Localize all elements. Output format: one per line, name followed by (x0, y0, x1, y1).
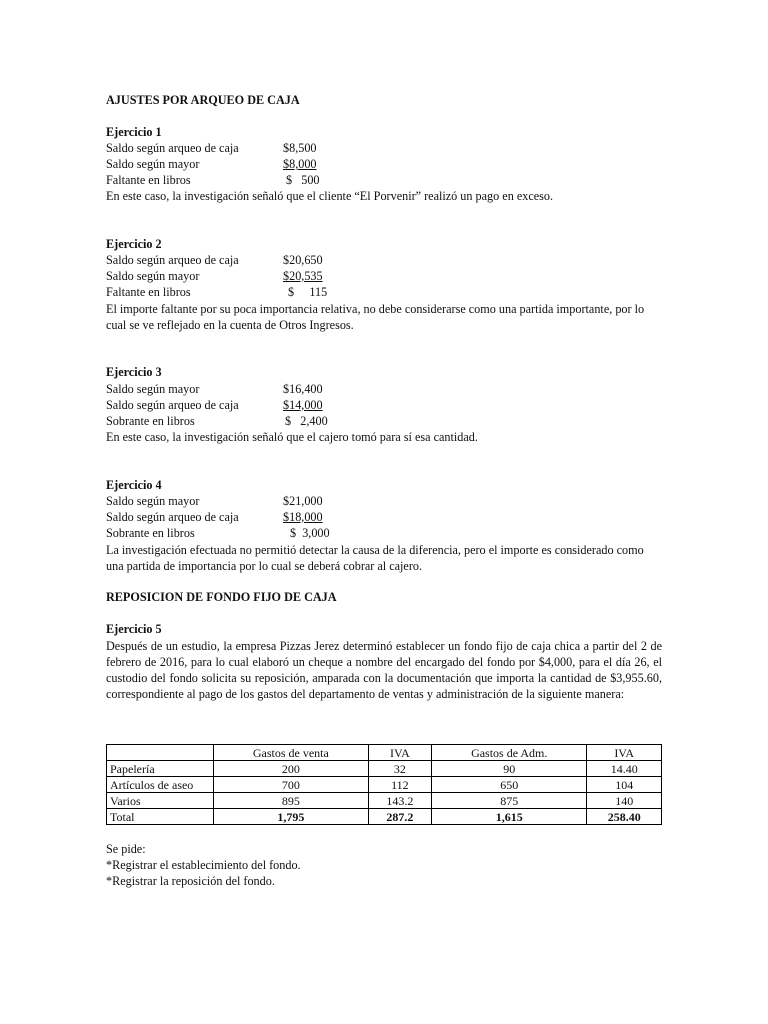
ejercicio-4-title: Ejercicio 4 (106, 478, 162, 492)
ej4-row-label: Saldo según arqueo de caja (106, 510, 239, 524)
table-cell: 14.40 (587, 761, 662, 777)
ej1-row-label: Saldo según mayor (106, 157, 200, 171)
ejercicio-2-title: Ejercicio 2 (106, 237, 162, 251)
table-total-cell: 287.2 (368, 809, 431, 825)
table-cell: 650 (432, 777, 587, 793)
ej4-row-value: $18,000 (283, 510, 323, 524)
table-header-row (107, 745, 662, 761)
ej3-row-label: Saldo según mayor (106, 382, 200, 396)
table-cell: Papelería (107, 761, 214, 777)
ej3-row-label: Sobrante en libros (106, 414, 195, 428)
table-header-cell: Gastos de Adm. (432, 745, 587, 761)
ej2-row-label: Saldo según mayor (106, 269, 200, 283)
table-header-cell: Gastos de venta (214, 745, 369, 761)
table-header-cell (107, 745, 214, 761)
section-title-reposicion: REPOSICION DE FONDO FIJO DE CAJA (106, 590, 337, 604)
section-title-arqueo: AJUSTES POR ARQUEO DE CAJA (106, 93, 300, 107)
table-total-cell: Total (107, 809, 214, 825)
ej1-note: En este caso, la investigación señaló que el cliente “El Porvenir” realizó un pago en exceso. (106, 189, 554, 203)
table-header-cell: IVA (587, 745, 662, 761)
ejercicio-1-title: Ejercicio 1 (106, 125, 162, 139)
table-header-cell: IVA (368, 745, 431, 761)
ejercicio-5-title: Ejercicio 5 (106, 622, 162, 636)
table-cell: 104 (587, 777, 662, 793)
ej2-row-value: $ 115 (288, 285, 328, 299)
table-cell: 875 (432, 793, 587, 809)
ej3-row-label: Saldo según arqueo de caja (106, 398, 239, 412)
ej3-row-value: $16,400 (283, 382, 323, 396)
table-cell: 143.2 (368, 793, 431, 809)
table-row (107, 793, 662, 809)
table-cell: 112 (368, 777, 431, 793)
ejercicio-3-title: Ejercicio 3 (106, 365, 162, 379)
table-cell: Varios (107, 793, 214, 809)
table-cell: 32 (368, 761, 431, 777)
ej1-row-label: Saldo según arqueo de caja (106, 141, 239, 155)
task-item: *Registrar la reposición del fondo. (106, 874, 275, 888)
gastos-table (106, 744, 662, 825)
ej1-row-value: $8,000 (283, 157, 317, 171)
table-total-cell: 1,795 (214, 809, 369, 825)
ej4-note: La investigación efectuada no permitió detectar la causa de la diferencia, pero el importe es considerado como una partida de importancia por lo cual se deberá cobrar al cajero. (106, 543, 644, 573)
ej1-row-value: $8,500 (283, 141, 317, 155)
ej3-note: En este caso, la investigación señaló que el cajero tomó para sí esa cantidad. (106, 430, 478, 444)
table-cell: 200 (214, 761, 369, 777)
table-cell: 90 (432, 761, 587, 777)
table-total-cell: 258.40 (587, 809, 662, 825)
ej2-row-value: $20,650 (283, 253, 323, 267)
ej1-row-value: $ 500 (286, 173, 320, 187)
ej4-row-value: $21,000 (283, 494, 323, 508)
table-row (107, 777, 662, 793)
table-cell: 700 (214, 777, 369, 793)
table-cell: 895 (214, 793, 369, 809)
ej1-row-label: Faltante en libros (106, 173, 191, 187)
ej3-row-value: $ 2,400 (285, 414, 328, 428)
ej3-row-value: $14,000 (283, 398, 323, 412)
task-item: *Registrar el establecimiento del fondo. (106, 858, 301, 872)
ej2-row-label: Saldo según arqueo de caja (106, 253, 239, 267)
ej2-row-label: Faltante en libros (106, 285, 191, 299)
ej5-paragraph: Después de un estudio, la empresa Pizzas Jerez determinó establecer un fondo fijo de caja chica a partir del 2 de febrero de 2016, para lo cual elaboró un cheque a nombre del encargado del fondo por $4,000, para el día 26, el custodio del fondo solicita su reposición, amparada con la documentación que importa la cantidad de $3,955.60, correspondiente al pago de los gastos del departamento de ventas y administración de la siguiente manera: (106, 639, 662, 701)
se-pide-label: Se pide: (106, 842, 146, 856)
ej4-row-value: $ 3,000 (290, 526, 330, 540)
ej2-row-value: $20,535 (283, 269, 323, 283)
table-total-row (107, 809, 662, 825)
ej4-row-label: Sobrante en libros (106, 526, 195, 540)
ej2-note: El importe faltante por su poca importancia relativa, no debe considerarse como una partida importante, por lo cual se ve reflejado en la cuenta de Otros Ingresos. (106, 302, 645, 332)
table-cell: Artículos de aseo (107, 777, 214, 793)
table-total-cell: 1,615 (432, 809, 587, 825)
ej4-row-label: Saldo según mayor (106, 494, 200, 508)
table-cell: 140 (587, 793, 662, 809)
table-row (107, 761, 662, 777)
